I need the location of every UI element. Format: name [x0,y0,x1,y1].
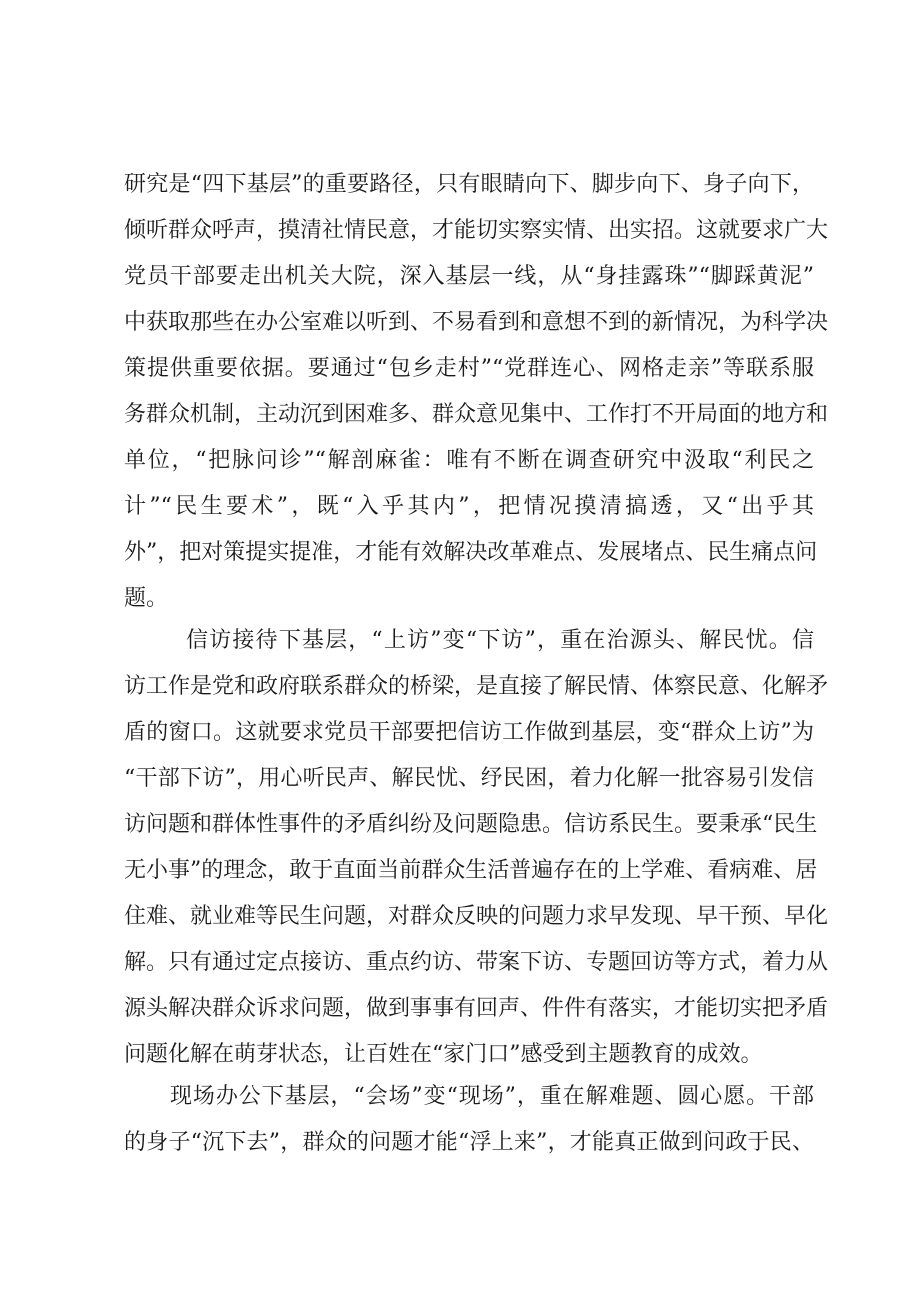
paragraph-line: 问题化解在萌芽状态，让百姓在“家门口”感受到主题教育的成效。 [124,1042,763,1067]
paragraph-line: 源头解决群众诉求问题，做到事事有回声、件件有落实，才能切实把矛盾 [124,996,829,1021]
paragraph-line: 倾听群众呼声，摸清社情民意，才能切实察实情、出实招。这就要求广大 [124,218,829,243]
paragraph-line: 无小事”的理念，敢于直面当前群众生活普遍存在的上学难、看病难、居 [124,858,818,883]
paragraph-line: 住难、就业难等民生问题，对群众反映的问题力求早发现、早干预、早化 [124,904,829,929]
paragraph-line: 解。只有通过定点接访、重点约访、带案下访、专题回访等方式，着力从 [124,950,829,975]
paragraph-line: 外”，把对策提实提准，才能有效解决改革难点、发展堵点、民生痛点问 [124,540,818,565]
paragraph-onsite-office [124,1078,814,1162]
paragraph-line: 研究是“四下基层”的重要路径，只有眼睛向下、脚步向下、身子向下， [124,172,814,197]
paragraph-line: 单位，“把脉问诊”“解剖麻雀：唯有不断在调查研究中汲取“利民之 [124,448,814,473]
paragraph-line: “干部下访”，用心听民声、解民忧、纾民困，着力化解一批容易引发信 [124,766,814,791]
paragraph-line: 盾的窗口。这就要求党员干部要把信访工作做到基层，变“群众上访”为 [124,720,814,745]
paragraph-petition [124,622,829,1074]
paragraph-research [124,166,829,618]
paragraph-line: 务群众机制，主动沉到困难多、群众意见集中、工作打不开局面的地方和 [124,402,829,427]
paragraph-line: 访工作是党和政府联系群众的桥梁，是直接了解民情、体察民意、化解矛 [124,674,829,699]
paragraph-line: 访问题和群体性事件的矛盾纠纷及问题隐患。信访系民生。要秉承“民生 [124,812,818,837]
paragraph-line: 现场办公下基层，“会场”变“现场”，重在解难题、圆心愿。干部 [170,1084,814,1109]
paragraph-line: 的身子“沉下去”，群众的问题才能“浮上来”，才能真正做到问政于民、 [124,1130,814,1155]
paragraph-line: 计”“民生要术”，既“入乎其内”，把情况摸清搞透，又“出乎其 [124,494,814,519]
paragraph-line: 中获取那些在办公室难以听到、不易看到和意想不到的新情况，为科学决 [124,310,829,335]
paragraph-line: 题。 [124,586,169,611]
paragraph-line: 信访接待下基层，“上访”变“下访”，重在治源头、解民忧。信 [186,628,814,653]
paragraph-line: 策提供重要依据。要通过“包乡走村”“党群连心、网格走亲”等联系服 [124,356,814,381]
paragraph-line: 党员干部要走出机关大院，深入基层一线，从“身挂露珠”“脚踩黄泥” [124,264,814,289]
